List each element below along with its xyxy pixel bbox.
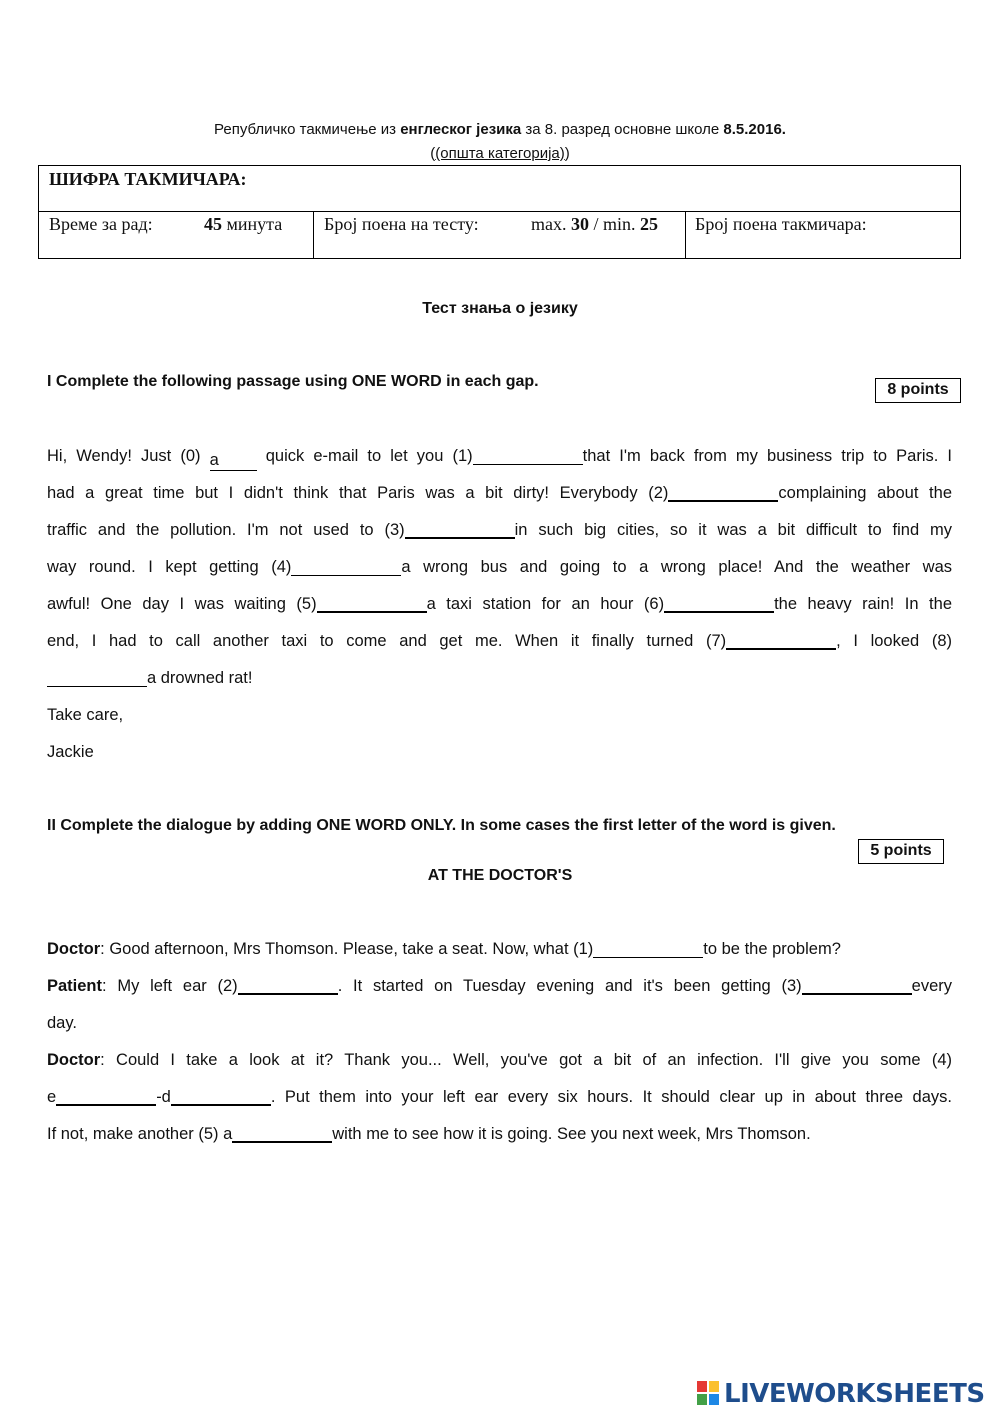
passage-line-6 — [47, 623, 952, 660]
dialogue-text: with me to see how it is going. See you next week, Mrs Thomson. — [332, 1125, 811, 1143]
dialogue-gap-1-input[interactable] — [593, 938, 703, 958]
passage-line-2 — [47, 475, 952, 512]
dialogue-gap-2-input[interactable] — [238, 974, 338, 995]
speaker-patient: Patient — [47, 977, 103, 995]
passage-text: end, I had to call another taxi to come and get me. When it finally turned (7) — [47, 632, 727, 650]
gap-7-input[interactable] — [726, 629, 836, 650]
passage-line-7 — [47, 660, 952, 697]
gap-6-input[interactable] — [664, 592, 774, 613]
passage-text: a taxi station for an hour (6) — [426, 595, 665, 613]
header-competition-line — [0, 121, 1000, 138]
liveworksheets-logo-icon — [697, 1381, 721, 1407]
passage-text: way round. I kept getting (4) — [47, 558, 292, 576]
dialogue-text: . It started on Tuesday evening and it's been getting (3) — [337, 977, 802, 995]
passage-line-5 — [47, 586, 952, 623]
passage-line-4 — [47, 549, 952, 586]
dialogue-line-4 — [47, 1042, 952, 1079]
header-subject: енглеског језика — [400, 121, 522, 138]
student-points-cell — [686, 212, 960, 258]
min-value: 25 — [640, 214, 659, 234]
gap-1-input[interactable] — [473, 445, 583, 465]
task1-instruction: I Complete the following passage using ONE WORD in each gap. — [47, 373, 539, 390]
passage-text: traffic and the pollution. I'm not used to (3) — [47, 521, 405, 539]
passage-text: a drowned rat! — [147, 669, 253, 687]
dialogue-text: e — [47, 1088, 57, 1106]
task2-instruction: II Complete the dialogue by adding ONE WORD ONLY. In some cases the first letter of the word is given. — [47, 817, 836, 834]
dialogue-text: to be the problem? — [703, 940, 841, 958]
gap-8-input[interactable] — [47, 667, 147, 687]
passage-line-1 — [47, 438, 952, 475]
max-value: 30 — [571, 214, 589, 234]
passage-signature: Jackie — [47, 743, 94, 761]
max-label: max. — [531, 214, 571, 234]
passage-text: in such big cities, so it was a bit difficult to find my — [514, 521, 952, 539]
passage-text: a wrong bus and going to a wrong place! And the weather was — [401, 558, 953, 576]
dialogue-text: : My left ear (2) — [102, 977, 238, 995]
header-text-2: за 8. разред основне школе — [521, 121, 724, 138]
time-value: 45 — [204, 214, 222, 234]
passage-text: , I looked (8) — [836, 632, 952, 650]
min-label: / min. — [589, 214, 641, 234]
competitor-code-label: ШИФРА ТАКМИЧАРА: — [49, 169, 247, 189]
speaker-doctor: Doctor — [47, 940, 101, 958]
task1-points-box: 8 points — [875, 378, 961, 403]
gap-0-example: a — [210, 451, 257, 471]
task2-points-box: 5 points — [858, 839, 944, 864]
header-category-line: ((општа категорија)) — [430, 145, 570, 162]
gap-2-input[interactable] — [668, 481, 778, 502]
speaker-doctor: Doctor — [47, 1051, 101, 1069]
section-title: Тест знања о језику — [422, 300, 578, 317]
passage-text: had a great time but I didn't think that Paris was a bit dirty! Everybody (2) — [47, 484, 669, 502]
dialogue-gap-4b-input[interactable] — [171, 1085, 271, 1106]
gap-4-input[interactable] — [291, 556, 401, 576]
header-date: 8.5.2016. — [723, 121, 786, 138]
dialogue-title: AT THE DOCTOR'S — [427, 867, 573, 884]
dialogue-line-1 — [47, 931, 952, 968]
header-text: Републичко такмичење из — [214, 121, 401, 138]
dialogue-line-5 — [47, 1079, 952, 1116]
header-category: (општа категорија) — [435, 145, 565, 162]
gap-5-input[interactable] — [317, 592, 427, 613]
gap-3-input[interactable] — [405, 518, 515, 539]
test-points-cell — [314, 212, 686, 258]
dialogue-line-6 — [47, 1116, 952, 1153]
passage-text: complaining about the — [778, 484, 952, 502]
dialogue-text: -d — [156, 1088, 171, 1106]
task1-passage — [47, 438, 952, 771]
dialogue-text: : Could I take a look at it? Thank you... Well, you've got a bit of an infection. I'll give you some (4) — [100, 1051, 952, 1069]
passage-line-3 — [47, 512, 952, 549]
passage-text: the heavy rain! In the — [774, 595, 952, 613]
dialogue-text: every — [911, 977, 952, 995]
task2-dialogue — [47, 931, 952, 1153]
dialogue-gap-4a-input[interactable] — [56, 1085, 156, 1106]
passage-text: awful! One day I was waiting (5) — [47, 595, 317, 613]
dialogue-line-3: day. — [47, 1014, 77, 1032]
liveworksheets-logo[interactable] — [697, 1378, 985, 1410]
time-label: Време за рад: — [49, 214, 153, 234]
test-points-label: Број поена на тесту: — [324, 214, 479, 234]
liveworksheets-logo-text: LIVEWORKSHEETS — [724, 1379, 985, 1409]
dialogue-line-2 — [47, 968, 952, 1005]
passage-closing: Take care, — [47, 706, 124, 724]
passage-text: Hi, Wendy! Just (0) — [47, 447, 210, 465]
time-unit: минута — [222, 214, 283, 234]
passage-text: quick e-mail to let you (1) — [256, 447, 473, 465]
time-cell — [39, 212, 314, 258]
competitor-code-row — [39, 166, 960, 212]
dialogue-gap-5-input[interactable] — [232, 1122, 332, 1143]
dialogue-text: If not, make another (5) a — [47, 1125, 233, 1143]
dialogue-text: : Good afternoon, Mrs Thomson. Please, take a seat. Now, what (1) — [100, 940, 594, 958]
student-points-label: Број поена такмичара: — [695, 214, 867, 234]
passage-text: that I'm back from my business trip to Paris. I — [582, 447, 953, 465]
info-table — [38, 165, 961, 259]
dialogue-text: . Put them into your left ear every six hours. It should clear up in about three days. — [270, 1088, 952, 1106]
dialogue-gap-3-input[interactable] — [802, 974, 912, 995]
